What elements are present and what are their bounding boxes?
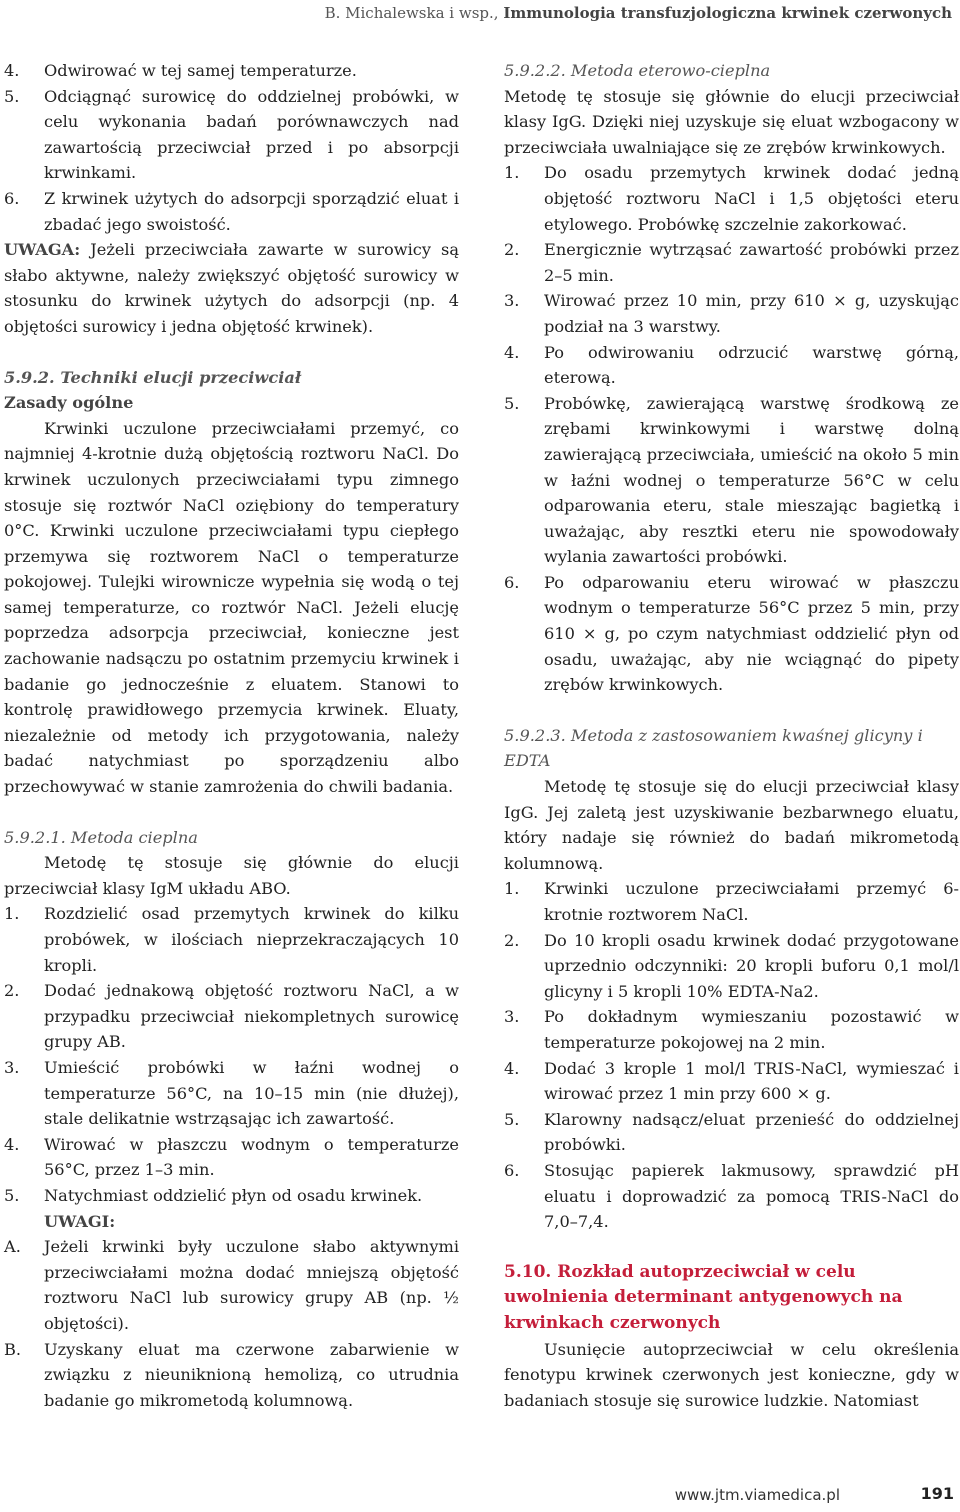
- list-item: [4, 1234, 459, 1336]
- subheading-zasady: Zasady ogólne: [4, 393, 134, 413]
- uwaga-paragraph: [4, 237, 459, 339]
- list-item-number: 5.: [504, 1109, 520, 1129]
- list-item: [504, 1158, 959, 1235]
- uwaga-text: Jeżeli przeciwciała zawarte w surowicy są słabo aktywne, należy zwiększyć objętość surowicy w stosunku do krwinek użytych do adsorpcji (np. 4 objętości surowicy i jedna objętość krwinek).: [4, 240, 459, 336]
- list-item-number: 6.: [504, 1160, 520, 1180]
- list-item: [504, 160, 959, 237]
- list-method1-steps: [4, 901, 459, 1208]
- list-item: [504, 928, 959, 1005]
- list-item-text: Wirować przez 10 min, przy 610 × g, uzyskując podział na 3 warstwy.: [544, 291, 959, 336]
- list-item-text: Probówkę, zawierającą warstwę środkową ze zrębami krwinkowymi i warstwę dolną zawierającą przeciwciała, umieścić na około 5 min w łaźni wodnej o temperaturze 56°C w celu odparowania eteru, stale mieszając bagietką i uważając, aby resztki eteru nie spowodowały wylania zawartości probówki.: [544, 393, 959, 567]
- list-item-text: Stosując papierek lakmusowy, sprawdzić pH eluatu i doprowadzić za pomocą TRIS-NaCl do 7,0–7,4.: [544, 1160, 959, 1232]
- list-item-text: Natychmiast oddzielić płyn od osadu krwinek.: [44, 1185, 423, 1205]
- list-item-text: Po dokładnym wymieszaniu pozostawić w temperaturze pokojowej na 2 min.: [544, 1007, 959, 1052]
- list-item: [504, 288, 959, 339]
- list-item-text: Po odwirowaniu odrzucić warstwę górną, eterową.: [544, 342, 959, 388]
- method1-intro: Metodę tę stosuje się głównie do elucji przeciwciał klasy IgM układu ABO.: [4, 853, 459, 898]
- list-item: [4, 58, 459, 84]
- list-item-number: A.: [4, 1237, 21, 1257]
- list-item-text: Energicznie wytrząsać zawartość probówki przez 2–5 min.: [544, 240, 959, 285]
- list-item-number: 4.: [4, 1134, 20, 1154]
- method2-intro: Metodę tę stosuje się głównie do elucji przeciwciał klasy IgG. Dzięki niej uzyskuje się eluat wzbogacony w przeciwciała uwalniające się ze zrębów krwinkowych.: [504, 86, 959, 157]
- list-item-number: 5.: [504, 393, 520, 413]
- list-item: [4, 186, 459, 237]
- list-item-text: Odciągnąć surowicę do oddzielnej probówki, w celu wykonania badań porównawczych nad zawartością przeciwciał przed i po absorpcji krwinkami.: [44, 86, 459, 183]
- list-item-text: Dodać jednakową objętość roztworu NaCl, a w przypadku przeciwciał niekompletnych surowicę grupy AB.: [44, 981, 459, 1052]
- list-item: [504, 570, 959, 698]
- section-heading-5-9-2-2: 5.9.2.2. Metoda eterowo-cieplna: [504, 61, 771, 80]
- list-item-text: Dodać 3 krople 1 mol/l TRIS-NaCl, wymieszać i wirować przez 1 min przy 600 × g.: [544, 1058, 959, 1104]
- list-item-number: 6.: [504, 572, 520, 592]
- list-item-number: 1.: [504, 879, 520, 899]
- section-heading-5-9-2-3: 5.9.2.3. Metoda z zastosowaniem kwaśnej glicyny i EDTA: [504, 725, 923, 771]
- section-heading-5-10: 5.10. Rozkład autoprzeciwciał w celu uwolnienia determinant antygenowych na krwinkach czerwonych: [504, 1261, 903, 1333]
- list-item-text: Do 10 kropli osadu krwinek dodać przygotowane uprzednio odczynniki: 20 kropli buforu 0,1 mol/l glicyny i 5 kropli 10% EDTA-Na2.: [544, 930, 959, 1001]
- list-item-text: Odwirować w tej samej temperaturze.: [44, 61, 357, 80]
- page-number: 191: [920, 1484, 954, 1503]
- footer-url[interactable]: www.jtm.viamedica.pl: [674, 1486, 840, 1504]
- list-method3-steps: [504, 876, 959, 1234]
- uwagi-label: UWAGI:: [44, 1211, 116, 1231]
- list-item-text: Klarowny nadsącz/eluat przenieść do oddzielnej probówki.: [544, 1109, 959, 1155]
- list-item: [504, 340, 959, 391]
- uwaga-label: UWAGA:: [4, 240, 81, 260]
- left-column: [4, 58, 459, 1413]
- list-item-number: 4.: [504, 342, 520, 362]
- list-item: [4, 1183, 459, 1209]
- list-item-number: 3.: [504, 1007, 520, 1027]
- section-heading-5-9-2: 5.9.2. Techniki elucji przeciwciał: [4, 367, 302, 387]
- zasady-paragraph: Krwinki uczulone przeciwciałami przemyć, co najmniej 4-krotnie dużą objętością roztworu NaCl. Do krwinek uczulonych przeciwciałami typu zimnego stosuje się roztwór NaCl oziębiony do temperatury 0°C. Krwinki uczulone przeciwciałami typu ciepłego przemywa się roztworem NaCl o temperaturze pokojowej. Tulejki wirownicze wypełnia się wodą o tej samej temperaturze, co roztwór NaCl. Jeżeli elucję poprzedza adsorpcja przeciwciał, konieczne jest zachowanie nadsączu po ostatnim przemyciu krwinek i badanie go jednocześnie z eluatem. Stanowi to kontrolę prawidłowego przemycia krwinek. Eluaty, niezależnie od metody ich przygotowania, należy badać natychmiast po sporządzeniu albo przechowywać w stanie zamrożenia do chwili badania.: [4, 418, 459, 797]
- list-item-number: B.: [4, 1339, 22, 1359]
- list-item: [504, 1004, 959, 1055]
- list-item-number: 5.: [4, 1185, 20, 1205]
- list-item-text: Do osadu przemytych krwinek dodać jedną objętość roztworu NaCl i 1,5 objętości eteru etylowego. Probówkę szczelnie zakorkować.: [544, 163, 959, 234]
- list-item-number: 5.: [4, 86, 20, 106]
- list-item-number: 4.: [504, 1058, 520, 1078]
- list-item-number: 2.: [4, 981, 20, 1001]
- running-header: [200, 4, 952, 22]
- list-item-number: 1.: [4, 904, 20, 924]
- list-item: [504, 237, 959, 288]
- list-item: [504, 876, 959, 927]
- section-5-10-paragraph: Usunięcie autoprzeciwciał w celu określenia fenotypu krwinek czerwonych jest konieczne, gdy w badaniach stosuje się surowice ludzkie. Natomiast: [504, 1339, 959, 1410]
- list-item-text: Po odparowaniu eteru wirować w płaszczu wodnym o temperaturze 56°C przez 5 min, przy 610 × g, po czym natychmiast oddzielić płyn od osadu, uważając, aby nie wciągnąć do pipety zrębów krwinkowych.: [544, 572, 959, 695]
- list-item-number: 4.: [4, 61, 20, 80]
- header-authors: B. Michalewska i wsp.,: [324, 4, 499, 22]
- list-item-number: 3.: [504, 291, 520, 311]
- list-item: [4, 978, 459, 1055]
- list-item-text: Umieścić probówki w łaźni wodnej o temperaturze 56°C, na 10–15 min (nie dłużej), stale delikatnie wstrząsając ich zawartość.: [44, 1057, 459, 1129]
- list-absorption-steps: [4, 58, 459, 237]
- list-item: [4, 1337, 459, 1414]
- list-item-text: Z krwinek użytych do adsorpcji sporządzić eluat i zbadać jego swoistość.: [44, 188, 459, 234]
- list-item-text: Krwinki uczulone przeciwciałami przemyć 6-krotnie roztworem NaCl.: [544, 879, 959, 924]
- list-item-number: 2.: [504, 240, 520, 260]
- list-item-number: 6.: [4, 188, 20, 208]
- list-method2-steps: [504, 160, 959, 697]
- list-item-text: Jeżeli krwinki były uczulone słabo aktywnymi przeciwciałami można dodać mniejszą objętość roztworu NaCl lub surowicy grupy AB (np. ½ objętości).: [44, 1237, 459, 1333]
- list-item-text: Wirować w płaszczu wodnym o temperaturze 56°C, przez 1–3 min.: [44, 1134, 459, 1180]
- list-item: [4, 84, 459, 186]
- list-uwagi: [4, 1234, 459, 1413]
- list-item: [504, 1056, 959, 1107]
- list-item: [4, 1132, 459, 1183]
- section-heading-5-9-2-1: 5.9.2.1. Metoda cieplna: [4, 827, 198, 847]
- page-footer: [0, 1482, 960, 1512]
- list-item-number: 1.: [504, 163, 520, 183]
- list-item: [4, 1055, 459, 1132]
- list-item: [504, 1107, 959, 1158]
- header-journal: Immunologia transfuzjologiczna krwinek czerwonych: [503, 4, 952, 22]
- list-item-text: Rozdzielić osad przemytych krwinek do kilku probówek, w ilościach nieprzekraczających 10 kropli.: [44, 904, 459, 975]
- list-item: [4, 901, 459, 978]
- list-item-number: 2.: [504, 930, 520, 950]
- right-column: [504, 58, 959, 1413]
- list-item-number: 3.: [4, 1057, 20, 1077]
- list-item: [504, 391, 959, 570]
- list-item-text: Uzyskany eluat ma czerwone zabarwienie w związku z nieuniknioną hemolizą, co utrudnia badanie go mikrometodą kolumnową.: [44, 1339, 459, 1410]
- method3-intro: Metodę tę stosuje się do elucji przeciwciał klasy IgG. Jej zaletą jest uzyskiwanie bezbarwnego eluatu, który nadaje się również do badań mikrometodą kolumnową.: [504, 777, 959, 873]
